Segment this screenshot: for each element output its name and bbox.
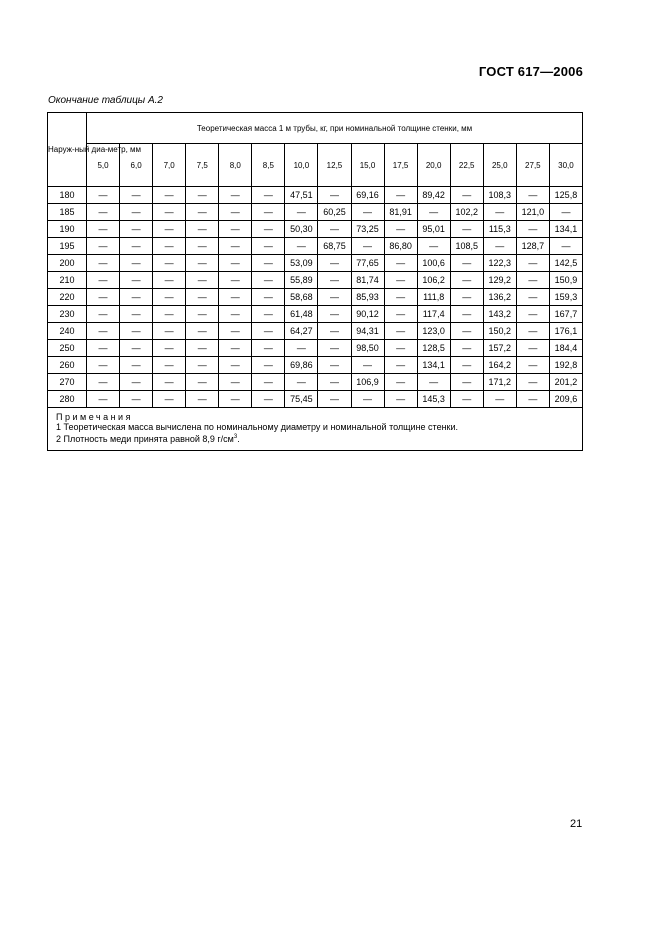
- mass-cell: 50,30: [285, 221, 318, 238]
- mass-cell: —: [384, 323, 417, 340]
- mass-cell: —: [120, 187, 153, 204]
- mass-cell: —: [318, 272, 351, 289]
- table-row: [48, 272, 583, 289]
- mass-cell: 115,3: [483, 221, 516, 238]
- mass-cell: —: [186, 357, 219, 374]
- note-1: 1 Теоретическая масса вычислена по номинальному диаметру и номинальной толщине стенки.: [56, 422, 459, 432]
- mass-cell: —: [120, 255, 153, 272]
- mass-cell: —: [87, 255, 120, 272]
- diameter-cell: 210: [48, 272, 87, 289]
- mass-cell: —: [417, 374, 450, 391]
- mass-cell: —: [384, 374, 417, 391]
- mass-cell: 81,91: [384, 204, 417, 221]
- mass-cell: —: [285, 340, 318, 357]
- mass-cell: —: [186, 204, 219, 221]
- mass-cell: —: [318, 391, 351, 408]
- mass-cell: 134,1: [549, 221, 582, 238]
- mass-cell: 123,0: [417, 323, 450, 340]
- mass-cell: 61,48: [285, 306, 318, 323]
- mass-cell: —: [318, 374, 351, 391]
- mass-cell: —: [450, 340, 483, 357]
- document-standard-header: ГОСТ 617—2006: [478, 64, 583, 79]
- mass-cell: —: [384, 391, 417, 408]
- mass-cell: 106,2: [417, 272, 450, 289]
- mass-cell: —: [252, 323, 285, 340]
- table-row: [48, 340, 583, 357]
- mass-table: [47, 112, 583, 451]
- mass-cell: —: [87, 323, 120, 340]
- mass-cell: —: [285, 204, 318, 221]
- mass-cell: —: [153, 255, 186, 272]
- mass-cell: —: [351, 204, 384, 221]
- mass-cell: 55,89: [285, 272, 318, 289]
- thickness-header-cell: 12,5: [318, 144, 351, 187]
- notes-row: [48, 408, 583, 451]
- mass-cell: —: [87, 289, 120, 306]
- mass-cell: 121,0: [516, 204, 549, 221]
- mass-cell: 201,2: [549, 374, 582, 391]
- mass-cell: —: [351, 357, 384, 374]
- mass-cell: —: [219, 306, 252, 323]
- mass-cell: 64,27: [285, 323, 318, 340]
- mass-cell: —: [450, 357, 483, 374]
- mass-cell: 117,4: [417, 306, 450, 323]
- mass-cell: 164,2: [483, 357, 516, 374]
- mass-cell: —: [153, 272, 186, 289]
- diameter-cell: 260: [48, 357, 87, 374]
- table-row: [48, 204, 583, 221]
- mass-cell: —: [219, 272, 252, 289]
- table-row: [48, 221, 583, 238]
- mass-cell: —: [252, 391, 285, 408]
- table-row: [48, 289, 583, 306]
- mass-cell: 81,74: [351, 272, 384, 289]
- mass-cell: —: [153, 357, 186, 374]
- mass-cell: —: [516, 255, 549, 272]
- mass-cell: —: [516, 391, 549, 408]
- diameter-cell: 180: [48, 187, 87, 204]
- mass-cell: 122,3: [483, 255, 516, 272]
- mass-cell: —: [351, 391, 384, 408]
- table-row: [48, 391, 583, 408]
- thickness-header-cell: 25,0: [483, 144, 516, 187]
- diameter-cell: 250: [48, 340, 87, 357]
- mass-cell: —: [186, 221, 219, 238]
- mass-cell: —: [252, 289, 285, 306]
- mass-cell: —: [186, 238, 219, 255]
- mass-cell: —: [153, 238, 186, 255]
- mass-cell: 184,4: [549, 340, 582, 357]
- mass-cell: —: [252, 374, 285, 391]
- mass-cell: 111,8: [417, 289, 450, 306]
- mass-cell: 159,3: [549, 289, 582, 306]
- mass-cell: —: [120, 204, 153, 221]
- mass-cell: —: [252, 357, 285, 374]
- mass-cell: 128,5: [417, 340, 450, 357]
- mass-cell: —: [153, 323, 186, 340]
- mass-cell: —: [252, 238, 285, 255]
- thickness-header-cell: 7,5: [186, 144, 219, 187]
- mass-cell: —: [153, 204, 186, 221]
- mass-cell: —: [450, 187, 483, 204]
- mass-cell: 86,80: [384, 238, 417, 255]
- mass-cell: 167,7: [549, 306, 582, 323]
- mass-cell: —: [219, 374, 252, 391]
- mass-cell: —: [318, 289, 351, 306]
- mass-cell: 192,8: [549, 357, 582, 374]
- mass-cell: 108,5: [450, 238, 483, 255]
- mass-cell: —: [318, 306, 351, 323]
- mass-cell: 134,1: [417, 357, 450, 374]
- mass-cell: —: [318, 357, 351, 374]
- mass-cell: —: [87, 238, 120, 255]
- mass-cell: 90,12: [351, 306, 384, 323]
- mass-cell: 69,16: [351, 187, 384, 204]
- mass-cell: —: [384, 255, 417, 272]
- mass-cell: —: [450, 272, 483, 289]
- mass-cell: 60,25: [318, 204, 351, 221]
- mass-cell: —: [483, 238, 516, 255]
- mass-cell: —: [153, 306, 186, 323]
- mass-cell: —: [252, 204, 285, 221]
- mass-cell: —: [318, 323, 351, 340]
- table-row: [48, 374, 583, 391]
- mass-cell: 69,86: [285, 357, 318, 374]
- mass-cell: 145,3: [417, 391, 450, 408]
- mass-cell: 100,6: [417, 255, 450, 272]
- mass-cell: —: [120, 238, 153, 255]
- mass-cell: 58,68: [285, 289, 318, 306]
- mass-cell: —: [384, 306, 417, 323]
- mass-cell: —: [120, 221, 153, 238]
- mass-cell: —: [450, 289, 483, 306]
- thickness-header-cell: 8,0: [219, 144, 252, 187]
- mass-column-header: Теоретическая масса 1 м трубы, кг, при номинальной толщине стенки, мм: [87, 113, 583, 144]
- thickness-header-cell: 17,5: [384, 144, 417, 187]
- mass-cell: 209,6: [549, 391, 582, 408]
- mass-cell: —: [450, 323, 483, 340]
- diameter-cell: 230: [48, 306, 87, 323]
- thickness-header-cell: 30,0: [549, 144, 582, 187]
- mass-cell: —: [219, 204, 252, 221]
- diameter-cell: 190: [48, 221, 87, 238]
- note-2-text: 2 Плотность меди принята равной 8,9 г/см: [56, 434, 234, 444]
- mass-cell: —: [318, 255, 351, 272]
- mass-cell: —: [186, 340, 219, 357]
- mass-cell: —: [516, 374, 549, 391]
- thickness-header-cell: 15,0: [351, 144, 384, 187]
- mass-cell: —: [153, 221, 186, 238]
- mass-cell: 108,3: [483, 187, 516, 204]
- mass-cell: 150,2: [483, 323, 516, 340]
- mass-cell: —: [318, 187, 351, 204]
- thickness-header-cell: 6,0: [120, 144, 153, 187]
- mass-cell: 150,9: [549, 272, 582, 289]
- mass-cell: —: [219, 323, 252, 340]
- page-number: 21: [570, 818, 583, 830]
- mass-cell: —: [120, 391, 153, 408]
- note-2: [56, 432, 574, 444]
- mass-cell: —: [516, 323, 549, 340]
- mass-cell: 89,42: [417, 187, 450, 204]
- mass-cell: —: [87, 272, 120, 289]
- mass-cell: —: [219, 340, 252, 357]
- mass-cell: 176,1: [549, 323, 582, 340]
- mass-cell: —: [417, 204, 450, 221]
- mass-cell: —: [87, 221, 120, 238]
- mass-cell: —: [516, 289, 549, 306]
- mass-cell: —: [219, 255, 252, 272]
- mass-cell: 157,2: [483, 340, 516, 357]
- mass-cell: 77,65: [351, 255, 384, 272]
- mass-cell: —: [384, 272, 417, 289]
- thickness-header-cell: 22,5: [450, 144, 483, 187]
- mass-cell: 47,51: [285, 187, 318, 204]
- mass-cell: —: [549, 238, 582, 255]
- mass-cell: —: [252, 255, 285, 272]
- table-row: [48, 255, 583, 272]
- mass-cell: —: [318, 221, 351, 238]
- mass-cell: —: [384, 221, 417, 238]
- mass-cell: —: [153, 340, 186, 357]
- mass-cell: —: [516, 272, 549, 289]
- table-row: [48, 187, 583, 204]
- mass-cell: —: [252, 221, 285, 238]
- mass-cell: —: [120, 374, 153, 391]
- mass-cell: —: [120, 289, 153, 306]
- mass-cell: —: [285, 374, 318, 391]
- thickness-header-cell: 27,5: [516, 144, 549, 187]
- mass-cell: —: [153, 374, 186, 391]
- mass-cell: —: [516, 357, 549, 374]
- mass-cell: —: [153, 289, 186, 306]
- mass-cell: —: [483, 391, 516, 408]
- mass-cell: —: [516, 306, 549, 323]
- mass-cell: —: [450, 391, 483, 408]
- diameter-cell: 280: [48, 391, 87, 408]
- mass-cell: —: [120, 357, 153, 374]
- mass-cell: —: [153, 187, 186, 204]
- mass-cell: —: [120, 272, 153, 289]
- diameter-cell: 200: [48, 255, 87, 272]
- mass-cell: —: [351, 238, 384, 255]
- mass-cell: —: [384, 340, 417, 357]
- mass-cell: —: [384, 187, 417, 204]
- mass-cell: —: [252, 187, 285, 204]
- mass-cell: 171,2: [483, 374, 516, 391]
- mass-cell: —: [87, 374, 120, 391]
- mass-cell: —: [186, 323, 219, 340]
- table-caption: Окончание таблицы А.2: [48, 95, 163, 106]
- mass-cell: 68,75: [318, 238, 351, 255]
- mass-cell: 106,9: [351, 374, 384, 391]
- notes-cell: [48, 408, 583, 451]
- mass-cell: —: [549, 204, 582, 221]
- mass-cell: —: [186, 255, 219, 272]
- table-body: [48, 187, 583, 451]
- mass-cell: —: [87, 391, 120, 408]
- diameter-column-header: Наруж-ный диа-метр, мм: [48, 113, 87, 187]
- diameter-cell: 220: [48, 289, 87, 306]
- mass-cell: 94,31: [351, 323, 384, 340]
- mass-cell: —: [186, 306, 219, 323]
- mass-cell: 143,2: [483, 306, 516, 323]
- mass-cell: —: [450, 221, 483, 238]
- mass-cell: —: [219, 357, 252, 374]
- mass-cell: —: [318, 340, 351, 357]
- mass-cell: 85,93: [351, 289, 384, 306]
- diameter-cell: 195: [48, 238, 87, 255]
- mass-cell: —: [516, 187, 549, 204]
- diameter-cell: 185: [48, 204, 87, 221]
- mass-cell: —: [252, 340, 285, 357]
- table-row: [48, 238, 583, 255]
- mass-cell: —: [384, 289, 417, 306]
- mass-cell: —: [186, 289, 219, 306]
- mass-cell: —: [186, 187, 219, 204]
- mass-cell: —: [516, 340, 549, 357]
- mass-cell: 125,8: [549, 187, 582, 204]
- mass-cell: —: [219, 289, 252, 306]
- mass-cell: —: [219, 238, 252, 255]
- mass-cell: —: [219, 187, 252, 204]
- note-2-superscript: 3: [233, 434, 238, 440]
- mass-cell: 102,2: [450, 204, 483, 221]
- mass-cell: —: [450, 374, 483, 391]
- thickness-header-cell: 10,0: [285, 144, 318, 187]
- mass-cell: 53,09: [285, 255, 318, 272]
- thickness-header-cell: 8,5: [252, 144, 285, 187]
- mass-cell: —: [450, 255, 483, 272]
- mass-cell: —: [87, 357, 120, 374]
- mass-cell: —: [285, 238, 318, 255]
- mass-cell: —: [252, 306, 285, 323]
- mass-cell: —: [87, 340, 120, 357]
- table-row: [48, 357, 583, 374]
- note-2-end: .: [237, 434, 240, 444]
- mass-cell: —: [87, 187, 120, 204]
- table-row: [48, 323, 583, 340]
- diameter-cell: 240: [48, 323, 87, 340]
- mass-cell: —: [87, 306, 120, 323]
- mass-cell: 73,25: [351, 221, 384, 238]
- mass-cell: 98,50: [351, 340, 384, 357]
- mass-cell: 129,2: [483, 272, 516, 289]
- mass-cell: —: [186, 272, 219, 289]
- mass-cell: 95,01: [417, 221, 450, 238]
- mass-cell: —: [87, 204, 120, 221]
- mass-cell: —: [186, 374, 219, 391]
- mass-cell: 75,45: [285, 391, 318, 408]
- mass-cell: —: [120, 323, 153, 340]
- mass-cell: —: [120, 306, 153, 323]
- mass-cell: —: [153, 391, 186, 408]
- mass-cell: 128,7: [516, 238, 549, 255]
- thickness-header-cell: 7,0: [153, 144, 186, 187]
- mass-cell: —: [120, 340, 153, 357]
- notes-title: Примечания: [56, 412, 133, 422]
- mass-cell: 136,2: [483, 289, 516, 306]
- mass-cell: —: [252, 272, 285, 289]
- table-row: [48, 306, 583, 323]
- thickness-header-cell: 20,0: [417, 144, 450, 187]
- mass-cell: —: [516, 221, 549, 238]
- mass-cell: —: [219, 221, 252, 238]
- mass-cell: —: [219, 391, 252, 408]
- mass-cell: —: [186, 391, 219, 408]
- thickness-header-cell: 5,0: [87, 144, 120, 187]
- mass-cell: —: [384, 357, 417, 374]
- mass-cell: 142,5: [549, 255, 582, 272]
- diameter-cell: 270: [48, 374, 87, 391]
- mass-cell: —: [483, 204, 516, 221]
- mass-cell: —: [450, 306, 483, 323]
- mass-cell: —: [417, 238, 450, 255]
